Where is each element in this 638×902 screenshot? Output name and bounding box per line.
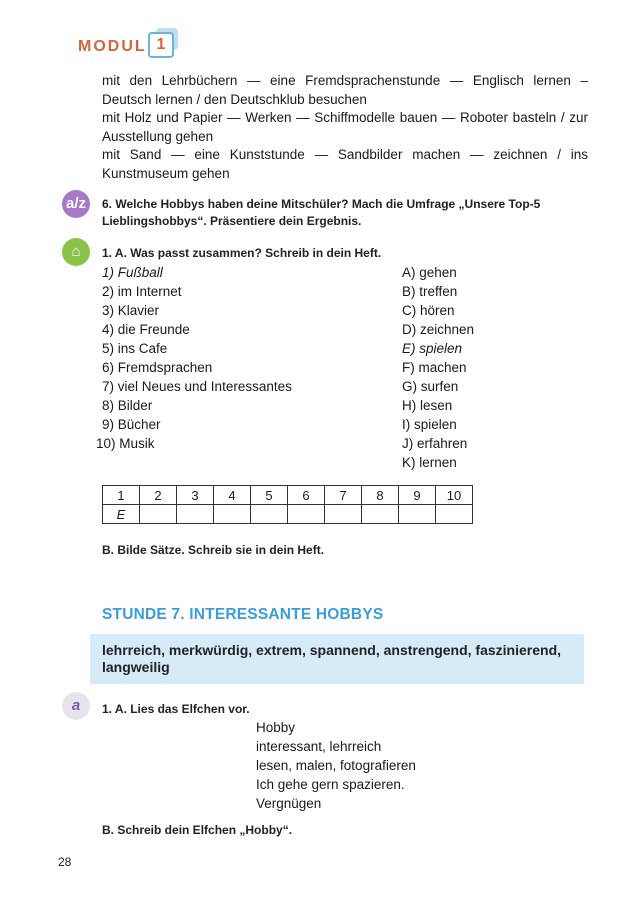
elfchen-title: 1. A. Lies das Elfchen vor. <box>102 702 250 716</box>
table-header-cell: 10 <box>436 486 473 505</box>
task-6-text: 6. Welche Hobbys haben deine Mitschüler? Mach die Umfrage „Unsere Top-5 Lieblingshobbys“. Präsentiere dein Ergebnis. <box>102 197 541 228</box>
table-answer-cell <box>140 505 177 524</box>
table-header-cell: 4 <box>214 486 251 505</box>
match-left-item: 2) im Internet <box>102 284 182 299</box>
task-1-title: 1. A. Was passt zusammen? Schreib in dein Heft. <box>102 246 382 260</box>
match-right-item: E) spielen <box>402 341 463 356</box>
match-left-column <box>96 263 292 453</box>
match-right-item: H) lesen <box>402 398 453 413</box>
vocab-box <box>90 634 584 684</box>
poem-line: lesen, malen, fotografieren <box>256 758 416 773</box>
intro-line: mit Holz und Papier — Werken — Schiffmodelle bauen — Roboter basteln / zur Ausstellung gehen <box>102 110 588 144</box>
table-header-cell: 2 <box>140 486 177 505</box>
match-left-item: 1) Fußball <box>102 265 163 280</box>
poem-line: Hobby <box>256 720 296 735</box>
table-header-cell: 8 <box>362 486 399 505</box>
poem-line: Vergnügen <box>256 796 322 811</box>
table-answer-cell <box>251 505 288 524</box>
az-icon: a/z <box>62 190 90 218</box>
table-answer-cell <box>362 505 399 524</box>
intro-line: mit den Lehrbüchern — eine Fremdsprachenstunde — Englisch lernen – Deutsch lernen / den Deutschklub besuchen <box>102 73 588 107</box>
answer-table <box>102 485 473 524</box>
match-right-item: D) zeichnen <box>402 322 475 337</box>
elfchen-part-b: B. Schreib dein Elfchen „Hobby“. <box>102 823 293 837</box>
poem-line: Ich gehe gern spazieren. <box>256 777 405 792</box>
home-icon: ⌂ <box>62 238 90 266</box>
task-1-part-b: B. Bilde Sätze. Schreib sie in dein Heft. <box>102 543 325 557</box>
match-right-item: G) surfen <box>402 379 459 394</box>
table-header-cell: 7 <box>325 486 362 505</box>
match-left-item: 6) Fremdsprachen <box>102 360 213 375</box>
table-answer-cell: E <box>103 505 140 524</box>
match-left-item: 5) ins Cafe <box>102 341 168 356</box>
match-left-item: 7) viel Neues und Interessantes <box>102 379 292 394</box>
match-left-item: 4) die Freunde <box>102 322 190 337</box>
match-right-item: I) spielen <box>402 417 457 432</box>
table-answer-cell <box>436 505 473 524</box>
answer-table-header-row <box>103 486 473 505</box>
table-header-cell: 9 <box>399 486 436 505</box>
match-right-column <box>402 263 474 472</box>
match-right-item: C) hören <box>402 303 455 318</box>
read-aloud-icon: a <box>62 692 90 720</box>
table-answer-cell <box>325 505 362 524</box>
modul-number-badge: 1 <box>148 32 174 58</box>
answer-table-answer-row <box>103 505 473 524</box>
match-left-item: 8) Bilder <box>102 398 153 413</box>
match-right-item: F) machen <box>402 360 467 375</box>
elfchen-poem <box>256 718 416 813</box>
match-left-item: 3) Klavier <box>102 303 160 318</box>
match-right-item: J) erfahren <box>402 436 468 451</box>
lesson-title: STUNDE 7. INTERESSANTE HOBBYS <box>102 606 384 623</box>
match-right-item: B) treffen <box>402 284 458 299</box>
table-answer-cell <box>288 505 325 524</box>
table-answer-cell <box>177 505 214 524</box>
table-header-cell: 6 <box>288 486 325 505</box>
vocab-words: lehrreich, merkwürdig, extrem, spannend, anstrengend, faszinierend, langweilig <box>102 642 562 675</box>
table-answer-cell <box>399 505 436 524</box>
intro-text <box>102 72 588 183</box>
match-left-item: 9) Bücher <box>102 417 161 432</box>
table-header-cell: 5 <box>251 486 288 505</box>
intro-line: mit Sand — eine Kunststunde — Sandbilder machen — zeichnen / ins Kunstmuseum gehen <box>102 147 588 181</box>
poem-line: interessant, lehrreich <box>256 739 382 754</box>
table-answer-cell <box>214 505 251 524</box>
match-right-item: K) lernen <box>402 455 457 470</box>
page-number: 28 <box>58 855 72 869</box>
table-header-cell: 3 <box>177 486 214 505</box>
match-left-item: 10) Musik <box>96 436 155 451</box>
table-header-cell: 1 <box>103 486 140 505</box>
modul-label: MODUL <box>78 38 147 55</box>
match-right-item: A) gehen <box>402 265 457 280</box>
